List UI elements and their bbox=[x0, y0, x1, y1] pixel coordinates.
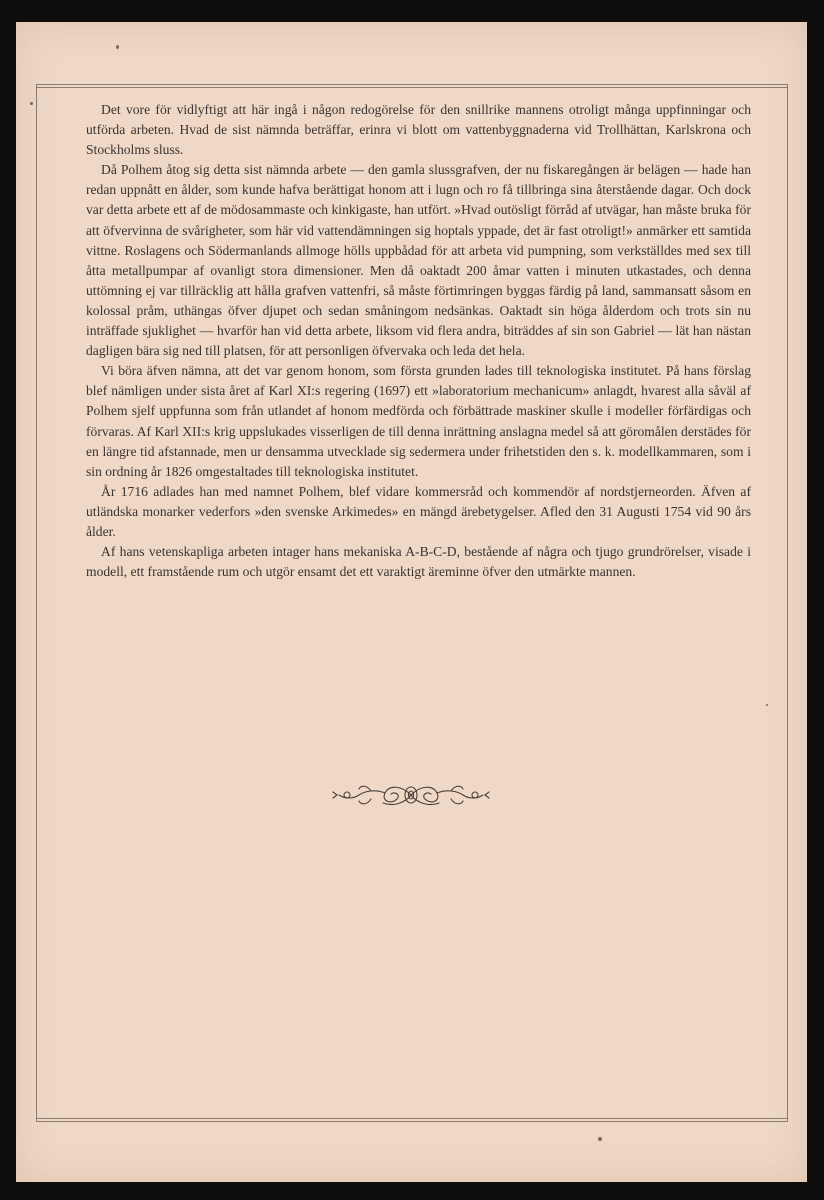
paragraph: Det vore för vidlyftigt att här ingå i någon redogörelse för den snillrike mannens otroligt många uppfinningar och utförda arbeten. Hvad de sist nämnda beträffar, erinra vi blott om vattenbyggnaderna vid Trollhättan, Karlskrona och Stockholms sluss. bbox=[86, 102, 751, 158]
ink-speck bbox=[116, 45, 119, 49]
ink-speck bbox=[766, 704, 768, 706]
paragraph: Af hans vetenskapliga arbeten intager hans mekaniska A-B-C-D, bestående af några och tjugo grundrörelser, visade i modell, ett framstående rum och utgör ensamt det ett varaktigt äreminne öfver den utmärkte mannen. bbox=[86, 544, 751, 580]
paragraph: Vi böra äfven nämna, att det var genom honom, som första grunden lades till teknologiska institutet. På hans förslag blef nämligen under sista året af Karl XI:s regering (1697) ett »laboratorium mechanicum» anlagdt, hvarest alla såväl af Polhem sjelf uppfunna som från utlandet af honom medförda och förbättrade maskiner skulle i modeller förfärdigas och förvaras. Af Karl XII:s krig uppslukades visserligen de till denna inrättning anslagna medel så att göromålen derstädes för en längre tid afstannade, men ur densamma utvecklade sig sedermera under frihetstiden den s. k. modellkammaren, som i sin ordning år 1826 omgestaltades till teknologiska institutet. bbox=[86, 363, 751, 479]
document-page bbox=[16, 22, 807, 1182]
paragraph: År 1716 adlades han med namnet Polhem, blef vidare kommersråd och kommendör af nordstjerneorden. Äfven af utländska monarker vederfors »den svenske Arkimedes» en mängd ärebetygelser. Afled den 31 Augusti 1754 vid 90 års ålder. bbox=[86, 483, 751, 539]
floral-ornament-icon bbox=[331, 777, 491, 813]
paragraph: Då Polhem åtog sig detta sist nämnda arbete — den gamla slussgrafven, der nu fiskaregången är belägen — hade han redan uppnått en ålder, som kunde hafva berättigat honom att i lugn och ro få tillbringa sina återstående dagar. Och dock var detta arbete ett af de mödosammaste och kinkigaste, han utfört. »Hvad outösligt förråd af utvägar, han måste bruka för att öfvervinna de svårigheter, som här vid vattendämningen sig hoptals yppade, det är fast otroligt!» anmärker ett samtida vittne. Roslagens och Södermanlands allmoge hölls uppbådad för att arbeta vid pumpning, som verkställdes med sex till åtta metallpumpar af ovanligt stora dimensioner. Men då oaktadt 200 åmar vatten i minuten utkastades, och denna uttömning ej var tillräcklig att hålla grafven vattenfri, så måste förtimringen byggas färdig på land, sammansatt såsom en kolossal pråm, uthängas öfver djupet och sedan småningom nedsänkas. Oaktadt sin höga ålderdom och trots sin nu inträffade sjuklighet — hvarför han vid detta arbete, liksom vid flera andra, biträddes af sin son Gabriel — lät han nästan dagligen bära sig ned till platsen, för att personligen öfvervaka och leda det hela. bbox=[86, 162, 751, 359]
ink-speck bbox=[30, 102, 33, 105]
ink-speck bbox=[598, 1137, 602, 1141]
body-text bbox=[86, 100, 751, 582]
